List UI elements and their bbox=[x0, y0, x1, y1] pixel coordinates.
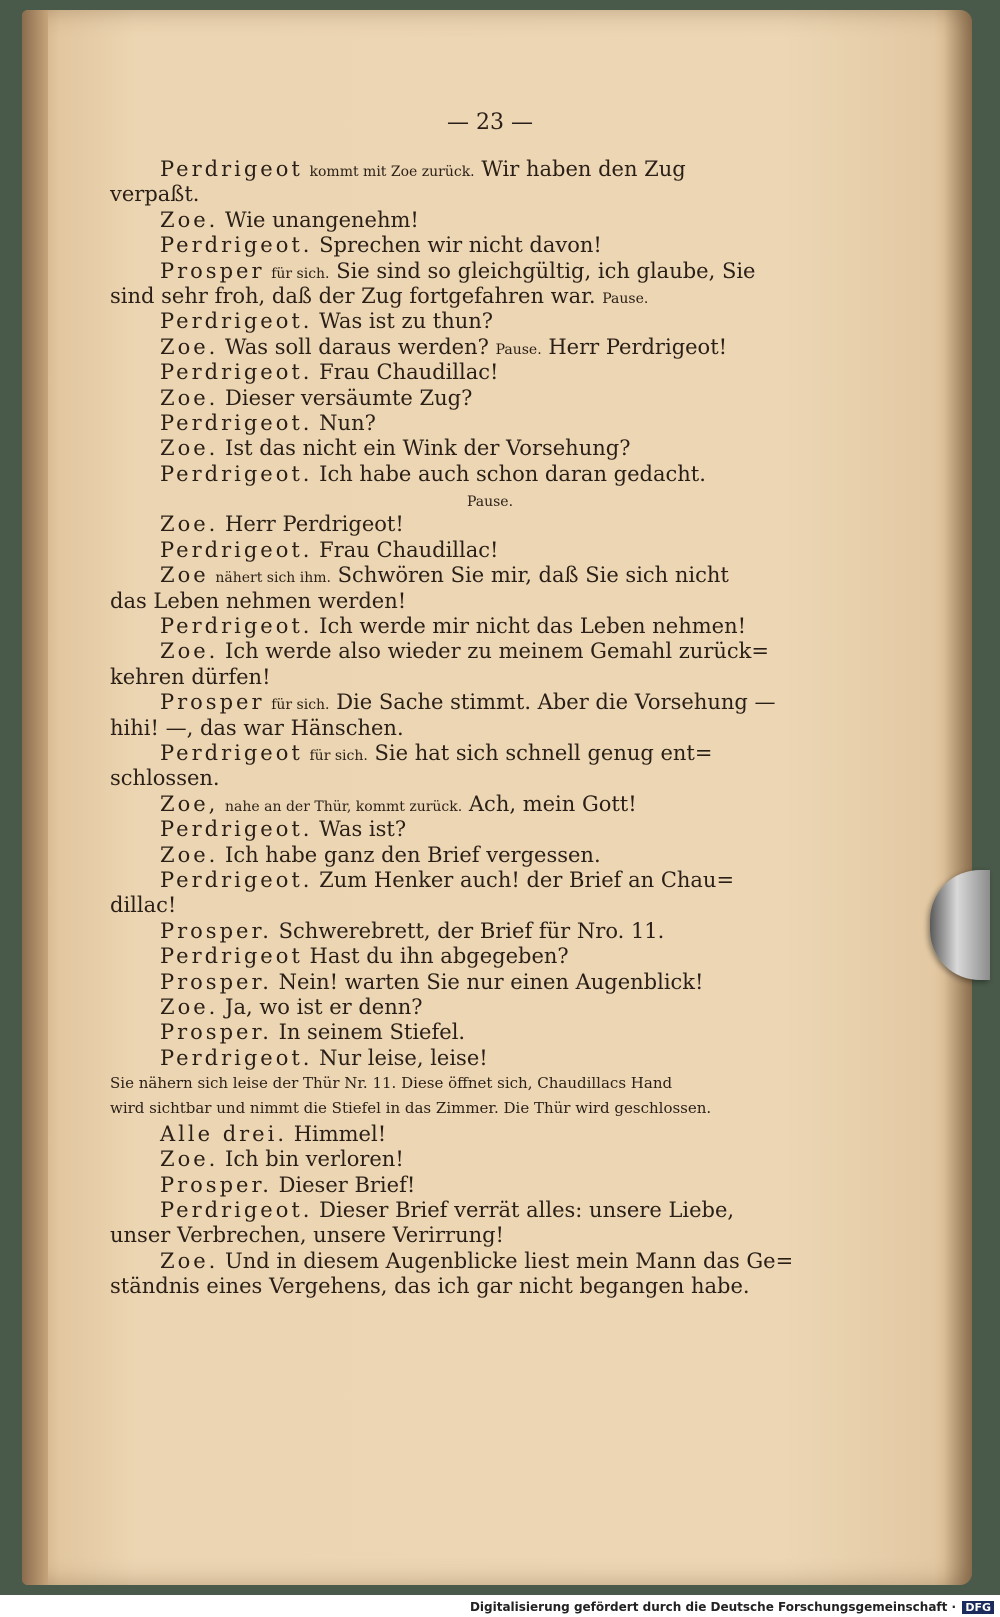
text-line bbox=[110, 868, 870, 893]
text-line bbox=[110, 589, 870, 614]
line-text: schlossen. bbox=[110, 766, 220, 791]
stage-direction: Pause. bbox=[602, 290, 649, 307]
speaker-name: Prosper. bbox=[160, 969, 272, 994]
line-text: Frau Chaudillac! bbox=[319, 537, 499, 562]
text-line bbox=[110, 360, 870, 385]
line-text: Frau Chaudillac! bbox=[319, 360, 499, 385]
line-text: Ist das nicht ein Wink der Vorsehung? bbox=[225, 436, 631, 461]
line-text: Ich bin verloren! bbox=[225, 1147, 404, 1172]
line-text: Wie unangenehm! bbox=[225, 207, 419, 232]
text-line bbox=[110, 1096, 870, 1121]
line-text: Ich habe auch schon daran gedacht. bbox=[319, 461, 706, 486]
speaker-name: Perdrigeot bbox=[160, 740, 303, 765]
line-text: Die Sache stimmt. Aber die Vorsehung — bbox=[336, 690, 776, 715]
text-line bbox=[110, 716, 870, 741]
text-line bbox=[110, 182, 870, 207]
speaker-name: Perdrigeot. bbox=[160, 233, 313, 258]
speaker-name: Perdrigeot. bbox=[160, 1045, 313, 1070]
stage-direction: für sich. bbox=[271, 697, 330, 714]
speaker-name: Zoe. bbox=[160, 842, 219, 867]
speaker-name: Zoe, bbox=[160, 791, 219, 816]
text-line bbox=[110, 1198, 870, 1223]
text-line bbox=[110, 1046, 870, 1071]
line-text: sind sehr froh, daß der Zug fortgefahren war. bbox=[110, 283, 596, 308]
funding-footer bbox=[470, 1600, 994, 1614]
line-text: dillac! bbox=[110, 893, 177, 918]
speaker-name: Alle drei. bbox=[160, 1121, 288, 1146]
line-text: Herr Perdrigeot! bbox=[548, 334, 728, 359]
speaker-name: Perdrigeot. bbox=[160, 867, 313, 892]
speaker-name: Prosper. bbox=[160, 918, 272, 943]
line-text: Ich werde also wieder zu meinem Gemahl zurück= bbox=[225, 639, 769, 664]
text-line bbox=[110, 919, 870, 944]
text-line bbox=[110, 614, 870, 639]
line-text: Ich habe ganz den Brief vergessen. bbox=[225, 842, 601, 867]
text-line bbox=[110, 538, 870, 563]
line-text: Dieser Brief! bbox=[278, 1172, 416, 1197]
speaker-name: Perdrigeot. bbox=[160, 360, 313, 385]
text-line bbox=[110, 487, 870, 512]
page-edge-shade bbox=[944, 10, 972, 1585]
speaker-name: Prosper. bbox=[160, 1020, 272, 1045]
text-line bbox=[110, 208, 870, 233]
line-text: hihi! —, das war Hänschen. bbox=[110, 715, 404, 740]
line-text: verpaßt. bbox=[110, 182, 200, 207]
speaker-name: Zoe. bbox=[160, 436, 219, 461]
stage-direction: Pause. bbox=[466, 494, 514, 511]
text-line bbox=[110, 284, 870, 309]
text-line bbox=[110, 970, 870, 995]
line-text: ständnis eines Vergehens, das ich gar nicht begangen habe. bbox=[110, 1274, 750, 1299]
line-text: das Leben nehmen werden! bbox=[110, 588, 407, 613]
text-line bbox=[110, 335, 870, 360]
speaker-name: Prosper bbox=[160, 258, 265, 283]
line-text: Nur leise, leise! bbox=[319, 1045, 488, 1070]
line-text: Schwerebrett, der Brief für Nro. 11. bbox=[278, 918, 665, 943]
text-line bbox=[110, 1249, 870, 1274]
speaker-name: Zoe bbox=[160, 563, 209, 588]
page-text bbox=[110, 110, 870, 1300]
line-text: Was ist? bbox=[319, 817, 407, 842]
text-line bbox=[110, 843, 870, 868]
line-text: Hast du ihn abgegeben? bbox=[309, 944, 569, 969]
line-text: Was ist zu thun? bbox=[319, 309, 494, 334]
text-line bbox=[110, 792, 870, 817]
line-text: Zum Henker auch! der Brief an Chau= bbox=[319, 867, 735, 892]
speaker-name: Perdrigeot bbox=[160, 944, 303, 969]
speaker-name: Zoe. bbox=[160, 1248, 219, 1273]
speaker-name: Perdrigeot bbox=[160, 157, 303, 181]
line-text: Schwören Sie mir, daß Sie sich nicht bbox=[337, 563, 729, 588]
text-line bbox=[110, 233, 870, 258]
page-gutter bbox=[22, 10, 48, 1585]
text-line bbox=[110, 639, 870, 664]
line-text: In seinem Stiefel. bbox=[278, 1020, 466, 1045]
text-line bbox=[110, 817, 870, 842]
stage-direction: kommt mit Zoe zurück. bbox=[309, 164, 475, 180]
text-line bbox=[110, 690, 870, 715]
text-line bbox=[110, 309, 870, 334]
text-line bbox=[110, 1223, 870, 1248]
speaker-name: Perdrigeot. bbox=[160, 410, 313, 435]
speaker-name: Zoe. bbox=[160, 385, 219, 410]
text-line bbox=[110, 512, 870, 537]
text-line bbox=[110, 944, 870, 969]
line-text: Sie sind so gleichgültig, ich glaube, Sie bbox=[336, 258, 756, 283]
text-line bbox=[110, 1274, 870, 1299]
text-line bbox=[110, 741, 870, 766]
line-text: Himmel! bbox=[293, 1121, 387, 1146]
text-line bbox=[110, 462, 870, 487]
line-text: Dieser Brief verrät alles: unsere Liebe, bbox=[319, 1198, 735, 1223]
line-text: Sprechen wir nicht davon! bbox=[319, 233, 602, 258]
stage-direction: für sich. bbox=[271, 265, 330, 282]
speaker-name: Zoe. bbox=[160, 207, 219, 232]
text-line bbox=[110, 995, 870, 1020]
text-line bbox=[110, 1020, 870, 1045]
line-text: Sie hat sich schnell genug ent= bbox=[374, 740, 713, 765]
stage-direction: nahe an der Thür, kommt zurück. bbox=[225, 798, 463, 815]
stage-direction: nähert sich ihm. bbox=[215, 570, 331, 587]
line-text: Nein! warten Sie nur einen Augenblick! bbox=[278, 969, 704, 994]
footer-text: Digitalisierung gefördert durch die Deutsche Forschungsgemeinschaft · bbox=[469, 1600, 957, 1614]
speaker-name: Zoe. bbox=[160, 334, 219, 359]
speaker-name: Zoe. bbox=[160, 994, 219, 1019]
line-text: wird sichtbar und nimmt die Stiefel in das Zimmer. Die Thür wird geschlossen. bbox=[110, 1099, 712, 1118]
line-text: Sie nähern sich leise der Thür Nr. 11. Diese öffnet sich, Chaudillacs Hand bbox=[110, 1074, 673, 1093]
line-text: Herr Perdrigeot! bbox=[225, 512, 404, 537]
text-line bbox=[110, 766, 870, 791]
speaker-name: Zoe. bbox=[160, 639, 219, 664]
text-line bbox=[110, 386, 870, 411]
speaker-name: Prosper. bbox=[160, 1172, 272, 1197]
text-line bbox=[110, 893, 870, 918]
speaker-name: Zoe. bbox=[160, 1147, 219, 1172]
text-line bbox=[110, 157, 870, 182]
line-text: Dieser versäumte Zug? bbox=[225, 385, 473, 410]
speaker-name: Perdrigeot. bbox=[160, 537, 313, 562]
line-text: Wir haben den Zug bbox=[481, 157, 686, 181]
text-line bbox=[110, 665, 870, 690]
line-text: Und in diesem Augenblicke liest mein Mann das Ge= bbox=[225, 1248, 794, 1273]
text-line bbox=[110, 259, 870, 284]
text-line bbox=[110, 436, 870, 461]
text-line bbox=[110, 1173, 870, 1198]
line-text: kehren dürfen! bbox=[110, 664, 271, 689]
text-line bbox=[110, 1147, 870, 1172]
speaker-name: Zoe. bbox=[160, 512, 219, 537]
line-text: Was soll daraus werden? bbox=[225, 334, 489, 359]
speaker-name: Perdrigeot. bbox=[160, 309, 313, 334]
dfg-logo: DFG bbox=[962, 1601, 994, 1614]
line-text: Ja, wo ist er denn? bbox=[225, 994, 423, 1019]
text-line bbox=[110, 1122, 870, 1147]
page-number: — 23 — bbox=[447, 110, 533, 135]
speaker-name: Perdrigeot. bbox=[160, 614, 313, 639]
line-text: unser Verbrechen, unsere Verirrung! bbox=[110, 1223, 504, 1248]
speaker-name: Perdrigeot. bbox=[160, 1198, 313, 1223]
line-text: Ach, mein Gott! bbox=[468, 791, 637, 816]
line-text: Nun? bbox=[319, 410, 376, 435]
line-text: Ich werde mir nicht das Leben nehmen! bbox=[319, 614, 747, 639]
text-lines bbox=[110, 157, 870, 1300]
text-line bbox=[110, 411, 870, 436]
text-line bbox=[110, 563, 870, 588]
stage-direction: Pause. bbox=[495, 341, 542, 358]
speaker-name: Perdrigeot. bbox=[160, 461, 313, 486]
speaker-name: Prosper bbox=[160, 690, 265, 715]
speaker-name: Perdrigeot. bbox=[160, 817, 313, 842]
stage-direction: für sich. bbox=[309, 747, 368, 764]
text-line bbox=[110, 1071, 870, 1096]
